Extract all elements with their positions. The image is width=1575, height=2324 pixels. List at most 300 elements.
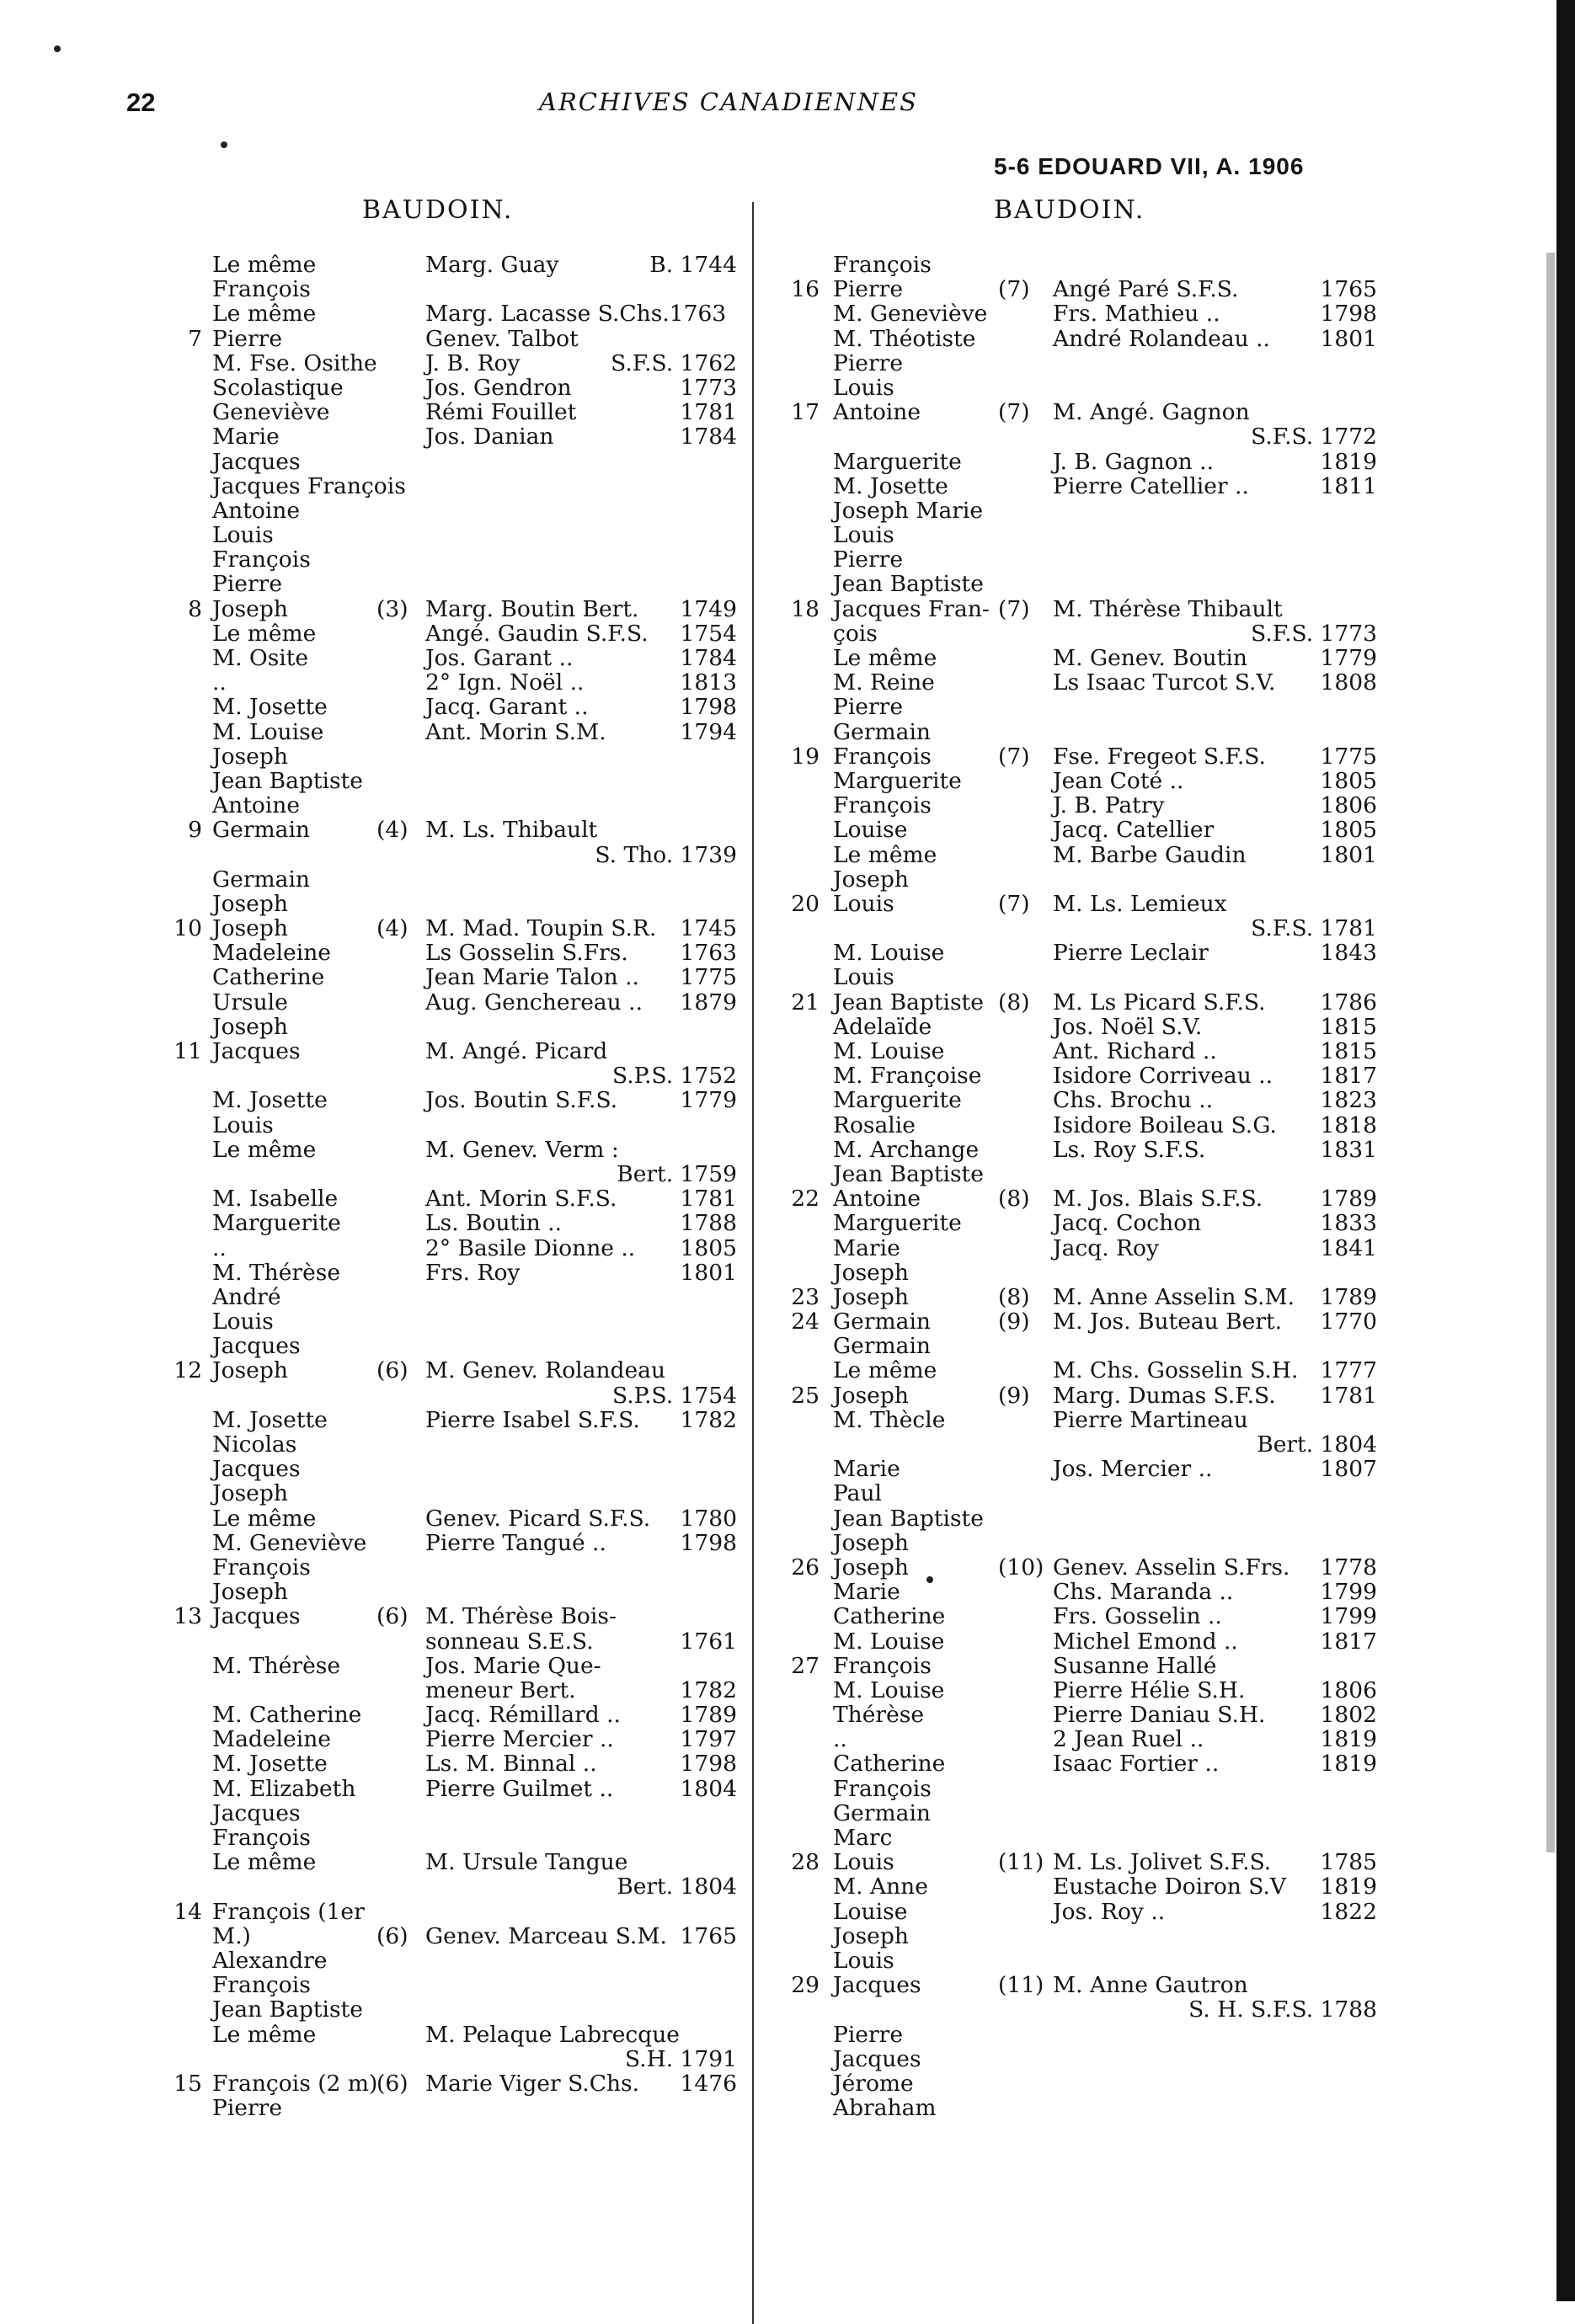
genealogy-entry-row [796, 646, 1377, 670]
genealogy-entry-row [168, 1481, 745, 1506]
entry-number: 7 [188, 325, 202, 352]
child-name: Louis [833, 964, 894, 991]
genealogy-entry-row [168, 1457, 745, 1481]
child-name: Pierre [833, 694, 904, 721]
year: S.F.S. 1772 [1251, 424, 1377, 450]
genealogy-entry-row [796, 450, 1377, 474]
child-name: Jean Baptiste [833, 1505, 984, 1532]
year: 1789 [1320, 1283, 1377, 1310]
child-name: M. Louise [833, 940, 945, 967]
generation-marker: (6) [376, 1603, 408, 1630]
year: 1831 [1320, 1136, 1377, 1163]
year: 1806 [1320, 792, 1377, 819]
child-name: Adelaïde [833, 1013, 932, 1040]
child-name: Louis [833, 522, 894, 549]
entry-number: 10 [174, 915, 202, 942]
spouse-and-parish: Ls Isaac Turcot S.V. [1053, 669, 1276, 696]
year: 1781 [680, 399, 737, 426]
genealogy-entry-row [168, 1236, 745, 1261]
child-name: M. Louise [833, 1676, 945, 1703]
spouse-and-parish: Isidore Boileau S.G. [1053, 1111, 1277, 1138]
spouse-and-parish: 2° Ign. Noël .. [425, 669, 585, 696]
spouse-and-parish: J. B. Roy [425, 349, 521, 376]
genealogy-entry-row [796, 1629, 1377, 1654]
spouse-and-parish: André Rolandeau .. [1053, 325, 1270, 352]
child-name: Pierre [833, 349, 904, 376]
genealogy-entry-row [168, 597, 745, 621]
spouse-and-parish: Marg. Guay [425, 252, 559, 278]
year: 1805 [1320, 817, 1377, 844]
child-name: M. Catherine [212, 1702, 362, 1729]
genealogy-entry-row [168, 1039, 745, 1063]
genealogy-entry-row [168, 1850, 745, 1874]
genealogy-entry-row [168, 277, 745, 301]
genealogy-entry-row [168, 793, 745, 818]
child-name: Marie [833, 1456, 900, 1483]
child-name: François [833, 743, 932, 770]
spouse-and-parish: Ant. Richard .. [1053, 1038, 1217, 1064]
spouse-and-parish: Fse. Fregeot S.F.S. [1053, 743, 1266, 770]
spouse-and-parish: Ls. Boutin .. [425, 1210, 563, 1237]
child-name: Ursule [212, 989, 288, 1015]
spouse-and-parish: M. Anne Gautron [1053, 1972, 1248, 1999]
spouse-and-parish: M. Pelaque Labrecque [425, 2021, 680, 2048]
child-name: Jean Baptiste [833, 989, 984, 1015]
year: 1789 [1320, 1186, 1377, 1213]
year: 1801 [680, 1259, 737, 1286]
spouse-and-parish: J. B. Gagnon .. [1053, 448, 1215, 475]
child-name: M. Louise [833, 1038, 945, 1064]
child-name: Antoine [833, 1186, 921, 1213]
child-name: Germain [833, 1309, 931, 1335]
entry-number: 28 [791, 1849, 820, 1876]
child-name: Joseph [212, 915, 288, 942]
genealogy-entry-row [168, 1948, 745, 1973]
genealogy-entry-row [791, 1972, 1377, 1999]
spouse-and-parish: M. Anne Asselin S.M. [1053, 1283, 1295, 1310]
entry-number: 24 [791, 1309, 820, 1335]
child-name: Joseph [212, 743, 288, 770]
year: 1745 [680, 915, 737, 942]
year: 1808 [1320, 669, 1377, 696]
spouse-and-parish: M. Chs. Gosselin S.H. [1053, 1357, 1299, 1384]
spouse-and-parish: Eustache Doiron S.V [1053, 1874, 1287, 1900]
spouse-and-parish: M. Thérèse Thibault [1053, 595, 1283, 622]
child-name: M. Geneviève [212, 1529, 367, 1556]
spouse-and-parish: M. Jos. Buteau Bert. [1053, 1309, 1283, 1335]
spouse-and-parish: Ant. Morin S.F.S. [425, 1186, 617, 1213]
year: S.F.S. 1781 [1251, 915, 1377, 942]
genealogy-entry-row [168, 965, 745, 989]
genealogy-entry-row [796, 1334, 1377, 1358]
genealogy-entry-row [168, 646, 745, 670]
spouse-and-parish: Jacq. Cochon [1053, 1210, 1202, 1237]
genealogy-entry-row [796, 720, 1377, 744]
genealogy-entry-row [168, 2023, 745, 2047]
year: 1807 [1320, 1456, 1377, 1483]
child-name: Antoine [212, 497, 301, 524]
child-name: Pierre [833, 546, 904, 573]
generation-marker: (9) [998, 1382, 1030, 1409]
child-name: M. Louise [212, 718, 324, 745]
genealogy-entry-row [796, 376, 1377, 400]
genealogy-entry-row [168, 916, 745, 941]
year: 1879 [680, 989, 737, 1015]
genealogy-entry-row [168, 769, 745, 793]
genealogy-entry-row [796, 1015, 1377, 1039]
generation-marker: (7) [998, 743, 1030, 770]
year: 1749 [680, 595, 737, 622]
entry-number: 14 [174, 1898, 202, 1925]
genealogy-entry-row [796, 1727, 1377, 1751]
genealogy-entry-row [168, 400, 745, 424]
child-name: Pierre [212, 571, 283, 598]
spouse-and-parish: Frs. Roy [425, 1259, 521, 1286]
child-name: Le même [212, 1505, 317, 1532]
genealogy-entry-row [168, 1777, 745, 1801]
spouse-and-parish: M. Genev. Rolandeau [425, 1357, 666, 1384]
year: 1801 [1320, 841, 1377, 868]
genealogy-entry-row [168, 376, 745, 400]
child-name: Jean Baptiste [212, 767, 363, 794]
entry-number: 15 [174, 2070, 202, 2097]
child-name: Jacques [212, 1799, 301, 1826]
generation-marker: (11) [998, 1972, 1044, 1999]
genealogy-entry-row [168, 720, 745, 744]
child-name: .. [833, 1726, 847, 1753]
year: 1817 [1320, 1628, 1377, 1655]
spouse-and-parish: M. Angé. Gagnon [1053, 399, 1250, 426]
year: 1798 [1320, 301, 1377, 328]
genealogy-entry-row [796, 498, 1377, 523]
genealogy-entry-row [168, 867, 745, 892]
spouse-and-parish: M. Ursule Tangue [425, 1849, 628, 1876]
year: 1823 [1320, 1087, 1377, 1114]
generation-marker: (10) [998, 1554, 1044, 1580]
child-name: Le même [833, 1357, 937, 1384]
generation-marker: (4) [376, 915, 408, 942]
spouse-and-parish: 2 Jean Ruel .. [1053, 1726, 1204, 1753]
child-name: Madeleine [212, 940, 331, 967]
genealogy-entry-row [168, 1874, 745, 1899]
genealogy-entry-row [168, 744, 745, 769]
year: 1754 [680, 620, 737, 647]
year: 1782 [680, 1676, 737, 1703]
spouse-and-parish: Pierre Catellier .. [1053, 472, 1249, 499]
genealogy-entry-row [168, 1063, 745, 1088]
year: 1786 [1320, 989, 1377, 1015]
genealogy-entry-row [168, 1506, 745, 1531]
year: 1798 [680, 1529, 737, 1556]
child-name: Germain [833, 1799, 931, 1826]
child-name: François (1er [212, 1898, 365, 1925]
entry-number: 12 [174, 1357, 202, 1384]
child-name: Joseph [212, 1357, 288, 1384]
genealogy-entry-row [796, 253, 1377, 277]
genealogy-entry-row [168, 1432, 745, 1457]
genealogy-entry-row [168, 547, 745, 572]
genealogy-entry-row [168, 1186, 745, 1211]
child-name: Catherine [833, 1603, 946, 1630]
generation-marker: (9) [998, 1309, 1030, 1335]
spouse-and-parish: J. B. Patry [1053, 792, 1165, 819]
year: 1476 [680, 2070, 737, 2097]
year: 1788 [680, 1210, 737, 1237]
spouse-and-parish: Angé Paré S.F.S. [1053, 276, 1239, 303]
generation-marker: (6) [376, 1357, 408, 1384]
child-name: Le même [833, 645, 937, 671]
genealogy-entry-row [168, 2096, 745, 2120]
genealogy-entry-row [168, 572, 745, 596]
spouse-and-parish: Ant. Morin S.M. [425, 718, 606, 745]
genealogy-entry-row [168, 1408, 745, 1432]
spouse-and-parish: Jos. Mercier .. [1053, 1456, 1213, 1483]
child-name: Alexandre [212, 1947, 328, 1974]
generation-marker: (11) [998, 1849, 1044, 1876]
year: 1805 [680, 1234, 737, 1261]
child-name: Germain [212, 817, 310, 844]
spouse-and-parish: M. Genev. Verm : [425, 1136, 619, 1163]
year: 1799 [1320, 1579, 1377, 1606]
child-name: François [212, 276, 311, 303]
genealogy-entry-row [168, 1015, 745, 1039]
year: 1761 [680, 1628, 737, 1655]
left-column-heading: BAUDOIN. [362, 195, 514, 225]
year: 1819 [1320, 1874, 1377, 1900]
genealogy-entry-row [796, 1358, 1377, 1383]
year: 1813 [680, 669, 737, 696]
genealogy-entry-row [796, 2047, 1377, 2071]
child-name: Le même [212, 252, 317, 278]
child-name: M. Geneviève [833, 301, 988, 328]
genealogy-entry-row [796, 1751, 1377, 1776]
child-name: M. Françoise [833, 1063, 982, 1090]
child-name: Marie [833, 1579, 900, 1606]
year: 1779 [1320, 645, 1377, 671]
genealogy-entry-row [168, 450, 745, 474]
entry-number: 9 [188, 817, 202, 844]
child-name: Louise [833, 817, 908, 844]
genealogy-entry-row [796, 301, 1377, 326]
genealogy-entry-row [168, 253, 745, 277]
child-name: Joseph [833, 866, 909, 893]
spouse-and-parish: Frs. Gosselin .. [1053, 1603, 1222, 1630]
genealogy-entry-row [168, 2071, 745, 2096]
spouse-and-parish: Angé. Gaudin S.F.S. [425, 620, 649, 647]
genealogy-entry-row [791, 1652, 1377, 1679]
spouse-and-parish: sonneau S.E.S. [425, 1628, 594, 1655]
child-name: Louise [833, 1898, 908, 1925]
right-column [791, 252, 1377, 2122]
spouse-and-parish: Susanne Hallé [1053, 1652, 1217, 1679]
genealogy-entry-row [796, 843, 1377, 867]
column-divider [752, 202, 754, 2324]
spouse-and-parish: Pierre Martineau [1053, 1406, 1248, 1433]
spouse-and-parish: Frs. Mathieu .. [1053, 301, 1220, 328]
genealogy-entry-row [168, 1113, 745, 1138]
child-name: André [212, 1283, 281, 1310]
year: 1765 [680, 1922, 737, 1949]
child-name: Antoine [212, 792, 301, 819]
genealogy-entry-row [168, 474, 745, 498]
spouse-and-parish: Genev. Marceau S.M. [425, 1922, 667, 1949]
entry-number: 19 [791, 743, 820, 770]
year: Bert. 1804 [617, 1874, 737, 1900]
spouse-and-parish: Pierre Mercier .. [425, 1726, 614, 1753]
spouse-and-parish: Marie Viger S.Chs. [425, 2070, 640, 2097]
genealogy-entry-row [796, 695, 1377, 719]
genealogy-entry-row [796, 793, 1377, 818]
child-name: Marie [833, 1234, 900, 1261]
year: 1802 [1320, 1702, 1377, 1729]
year: 1817 [1320, 1063, 1377, 1090]
year: 1770 [1320, 1309, 1377, 1335]
child-name: Louis [833, 890, 894, 917]
year: 1765 [1320, 276, 1377, 303]
year: 1833 [1320, 1210, 1377, 1237]
genealogy-entry-row [168, 1261, 745, 1285]
spouse-and-parish: Aug. Genchereau .. [425, 989, 643, 1015]
genealogy-entry-row [796, 670, 1377, 695]
spouse-and-parish: M. Ls. Lemieux [1053, 890, 1227, 917]
genealogy-entry-row [168, 1138, 745, 1162]
child-name: François [833, 792, 932, 819]
genealogy-entry-row [796, 1408, 1377, 1432]
child-name: Jean Baptiste [833, 571, 984, 598]
child-name: çois [833, 620, 878, 647]
entry-number: 16 [791, 276, 820, 303]
child-name: Jacques [833, 2045, 921, 2072]
year: 1815 [1320, 1013, 1377, 1040]
genealogy-entry-row [796, 327, 1377, 351]
child-name: Pierre [212, 325, 283, 352]
spouse-and-parish: M. Thérèse Bois- [425, 1603, 617, 1630]
genealogy-entry-row [168, 327, 745, 351]
child-name: Nicolas [212, 1431, 297, 1458]
child-name: Joseph [833, 1382, 909, 1409]
child-name: François (2 m) [212, 2070, 378, 2097]
child-name: Marguerite [833, 767, 962, 794]
genealogy-entry-row [796, 916, 1377, 941]
genealogy-entry-row [168, 1801, 745, 1826]
year: S. Tho. 1739 [595, 841, 737, 868]
child-name: Catherine [212, 964, 325, 991]
child-name: Joseph [212, 1579, 288, 1606]
spouse-and-parish: Jacq. Roy [1053, 1234, 1159, 1261]
child-name: M. Isabelle [212, 1186, 339, 1213]
child-name: François [212, 546, 311, 573]
genealogy-entry-row [796, 2071, 1377, 2096]
genealogy-entry-row [168, 1309, 745, 1334]
genealogy-entry-row [168, 1751, 745, 1776]
spouse-and-parish: Marg. Boutin Bert. [425, 595, 639, 622]
child-name: .. [212, 669, 227, 696]
entry-number: 18 [791, 595, 820, 622]
spouse-and-parish: Jos. Roy .. [1053, 1898, 1166, 1925]
genealogy-entry-row [791, 743, 1377, 770]
child-name: Jacques [212, 1038, 301, 1064]
spouse-and-parish: Isaac Fortier .. [1053, 1751, 1220, 1778]
spouse-and-parish: Ls. M. Binnal .. [425, 1751, 597, 1778]
genealogy-entry-row [796, 1039, 1377, 1063]
year: 1815 [1320, 1038, 1377, 1064]
spouse-and-parish: M. Mad. Toupin S.R. [425, 915, 657, 942]
genealogy-entry-row [796, 1432, 1377, 1457]
genealogy-entry-row [168, 1654, 745, 1678]
child-name: M. Théotiste [833, 325, 976, 352]
spouse-and-parish: M. Ls Picard S.F.S. [1053, 989, 1266, 1015]
generation-marker: (6) [376, 2070, 408, 2097]
genealogy-entry-row [168, 1727, 745, 1751]
genealogy-entry-row [791, 1186, 1377, 1213]
entry-number: 25 [791, 1382, 820, 1409]
child-name: M. Josette [212, 1751, 328, 1778]
spouse-and-parish: Michel Emond .. [1053, 1628, 1238, 1655]
spouse-and-parish: Jos. Boutin S.F.S. [425, 1087, 618, 1114]
child-name: M. Josette [212, 1406, 328, 1433]
child-name: Louis [212, 522, 274, 549]
child-name: Joseph [833, 1259, 909, 1286]
genealogy-entry-row [168, 1900, 745, 1924]
child-name: Marguerite [833, 448, 962, 475]
child-name: M. Thérèse [212, 1259, 341, 1286]
year: S.H. 1791 [624, 2045, 737, 2072]
genealogy-entry-row [168, 1531, 745, 1555]
genealogy-entry-row [168, 1678, 745, 1703]
child-name: François [833, 1775, 932, 1802]
spouse-and-parish: M. Genev. Boutin [1053, 645, 1247, 671]
genealogy-entry-row [791, 890, 1377, 917]
entry-number: 26 [791, 1554, 820, 1580]
spouse-and-parish: Jos. Noël S.V. [1053, 1013, 1203, 1040]
child-name: Jacques [212, 448, 301, 475]
child-name: Joseph Marie [833, 497, 984, 524]
running-title: ARCHIVES CANADIENNES [539, 88, 919, 116]
generation-marker: (8) [998, 1186, 1030, 1213]
child-name: Germain [833, 1333, 931, 1360]
year: 1773 [680, 374, 737, 401]
year: 1811 [1320, 472, 1377, 499]
scan-edge-bar [1556, 0, 1575, 2301]
genealogy-entry-row [168, 1162, 745, 1186]
child-name: M. Anne [833, 1874, 928, 1900]
child-name: Jean Baptiste [833, 1160, 984, 1187]
year: 1801 [1320, 325, 1377, 352]
left-column [168, 253, 745, 2120]
genealogy-entry-row [796, 2023, 1377, 2047]
genealogy-entry-row [796, 867, 1377, 892]
spouse-and-parish: M. Barbe Gaudin [1053, 841, 1247, 868]
child-name: Jacques François [212, 472, 406, 499]
spouse-and-parish: Jacq. Catellier [1053, 817, 1215, 844]
year: S.P.S. 1754 [611, 1382, 737, 1409]
genealogy-entry-row [168, 498, 745, 523]
entry-number: 11 [174, 1038, 202, 1064]
year: 1781 [1320, 1382, 1377, 1409]
genealogy-entry-row [168, 1555, 745, 1580]
year: 1805 [1320, 767, 1377, 794]
child-name: François [833, 252, 932, 278]
scan-edge-shadow [1546, 253, 1555, 1852]
child-name: M. Josette [833, 472, 948, 499]
spouse-and-parish: Ls. Roy S.F.S. [1053, 1136, 1206, 1163]
spouse-and-parish: M. Jos. Blais S.F.S. [1053, 1186, 1263, 1213]
generation-marker: (6) [376, 1922, 408, 1949]
child-name: M. Fse. Osithe [212, 349, 377, 376]
year: 1775 [1320, 743, 1377, 770]
year: 1819 [1320, 1751, 1377, 1778]
genealogy-entry-row [796, 1997, 1377, 2022]
